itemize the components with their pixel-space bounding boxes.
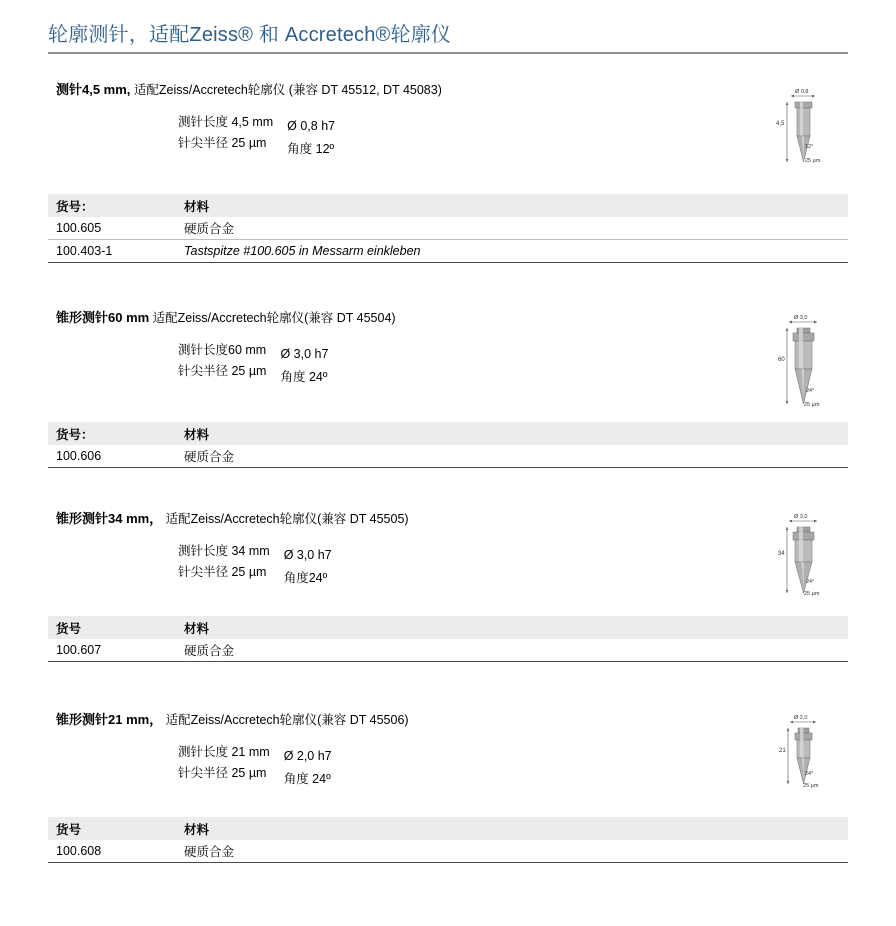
figure-diameter-label: Ø 3,0 <box>794 514 808 520</box>
stylus-figure <box>743 708 848 803</box>
product-title-bold: 锥形测针60 mm <box>56 310 150 325</box>
figure-angle-label: 24° <box>805 771 814 777</box>
table-row <box>48 217 848 239</box>
figure-angle-label: 24° <box>806 579 815 585</box>
table-bottom-divider <box>48 467 848 468</box>
spec-angle: 角度 24º <box>283 772 331 786</box>
figure-radius-label: 25 µm <box>804 591 820 597</box>
product-title-rest: 适配Zeiss/Accretech轮廓仪(兼容 DT 45505) <box>162 512 409 526</box>
stylus-diagram-2 <box>743 308 848 416</box>
product-block <box>48 712 848 859</box>
table-header-row <box>48 616 848 639</box>
table-bottom-divider <box>48 262 848 263</box>
product-title <box>56 82 848 98</box>
table-header-article: 货号： <box>56 199 94 214</box>
product-table <box>48 194 848 263</box>
spec-diameter: Ø 0,8 h7 <box>287 119 336 133</box>
spec-length: 测针长度 21 mm <box>178 745 270 759</box>
product-specs <box>178 112 335 161</box>
spec-diameter: Ø 3,0 h7 <box>280 347 329 361</box>
figure-radius-label: 25 µm <box>804 402 820 408</box>
figure-diameter-label: Ø 0,8 <box>795 89 809 95</box>
product-block <box>48 511 848 658</box>
figure-length-label: 21 <box>779 748 786 754</box>
product-title <box>56 712 848 728</box>
table-header-material: 材料 <box>184 199 210 214</box>
table-header-material: 材料 <box>184 427 210 442</box>
spec-tip-radius: 针尖半径 25 µm <box>178 364 267 378</box>
product-title-bold: 锥形测针34 mm， <box>56 511 163 526</box>
cell-article: 100.606 <box>56 449 102 463</box>
header-divider <box>48 52 848 54</box>
table-header-article: 货号 <box>56 621 82 636</box>
spec-tip-radius: 针尖半径 25 µm <box>178 565 267 579</box>
figure-angle-label: 24° <box>806 388 815 394</box>
product-title <box>56 511 848 527</box>
spec-length: 测针长度60 mm <box>178 343 267 357</box>
table-row <box>48 240 848 262</box>
specs-left <box>178 112 273 161</box>
cell-material: 硬质合金 <box>184 644 235 658</box>
cell-material: 硬质合金 <box>184 450 235 464</box>
product-title-rest: 适配Zeiss/Accretech轮廓仪(兼容 DT 45504) <box>149 311 396 325</box>
spec-angle: 角度 24º <box>280 370 328 384</box>
spec-diameter: Ø 3,0 h7 <box>283 548 332 562</box>
figure-length-label: 34 <box>778 551 785 557</box>
spec-length: 测针长度 4,5 mm <box>178 115 274 129</box>
product-table <box>48 817 848 863</box>
specs-left <box>178 541 270 590</box>
product-specs <box>178 340 328 389</box>
table-header-article: 货号 <box>56 822 82 837</box>
stylus-figure <box>743 80 848 180</box>
specs-right <box>284 541 332 590</box>
product-table <box>48 422 848 468</box>
stylus-diagram-4 <box>743 708 848 803</box>
table-header-material: 材料 <box>184 621 210 636</box>
spec-angle: 角度24º <box>283 571 328 585</box>
spec-tip-radius: 针尖半径 25 µm <box>178 136 267 150</box>
cell-article: 100.607 <box>56 643 102 657</box>
specs-right <box>284 742 332 791</box>
table-header-row <box>48 422 848 445</box>
table-bottom-divider <box>48 862 848 863</box>
table-bottom-divider <box>48 661 848 662</box>
table-row <box>48 445 848 467</box>
product-table <box>48 616 848 662</box>
cell-article: 100.608 <box>56 844 102 858</box>
stylus-diagram-3 <box>743 507 848 607</box>
table-header-row <box>48 194 848 217</box>
specs-left <box>178 742 270 791</box>
figure-length-label: 60 <box>778 357 785 363</box>
product-block <box>48 82 848 258</box>
stylus-diagram-1 <box>743 80 848 180</box>
product-title-bold: 测针4,5 mm, <box>56 82 131 97</box>
figure-angle-label: 12° <box>805 144 814 150</box>
cell-article: 100.403-1 <box>56 244 113 258</box>
figure-diameter-label: Ø 3,0 <box>794 315 808 321</box>
figure-radius-label: 25 µm <box>803 783 819 789</box>
specs-left <box>178 340 266 389</box>
product-specs <box>178 541 332 590</box>
product-title-rest: 适配Zeiss/Accretech轮廓仪 (兼容 DT 45512, DT 45083) <box>130 83 442 97</box>
table-header-row <box>48 817 848 840</box>
cell-material: Tastspitze #100.605 in Messarm einkleben <box>184 244 421 258</box>
stylus-figure <box>743 308 848 416</box>
table-header-material: 材料 <box>184 822 210 837</box>
specs-right <box>280 340 328 389</box>
table-header-article: 货号： <box>56 427 94 442</box>
spec-length: 测针长度 34 mm <box>178 544 270 558</box>
product-title-rest: 适配Zeiss/Accretech轮廓仪(兼容 DT 45506) <box>162 713 409 727</box>
product-specs <box>178 742 332 791</box>
spec-tip-radius: 针尖半径 25 µm <box>178 766 267 780</box>
page-title: 轮廓测针，适配Zeiss® 和 Accretech®轮廓仪 <box>48 24 452 46</box>
stylus-figure <box>743 507 848 607</box>
figure-diameter-label: Ø 2,0 <box>794 715 808 721</box>
spec-angle: 角度 12º <box>287 142 335 156</box>
product-title <box>56 310 848 326</box>
cell-material: 硬质合金 <box>184 845 235 859</box>
page-header <box>48 18 848 47</box>
spec-diameter: Ø 2,0 h7 <box>283 749 332 763</box>
cell-article: 100.605 <box>56 221 102 235</box>
specs-right <box>287 112 335 161</box>
cell-material: 硬质合金 <box>184 222 235 236</box>
figure-radius-label: 25 µm <box>805 158 821 164</box>
product-title-bold: 锥形测针21 mm， <box>56 712 163 727</box>
table-row <box>48 639 848 661</box>
product-block <box>48 310 848 464</box>
table-row <box>48 840 848 862</box>
figure-length-label: 4,5 <box>776 121 785 127</box>
